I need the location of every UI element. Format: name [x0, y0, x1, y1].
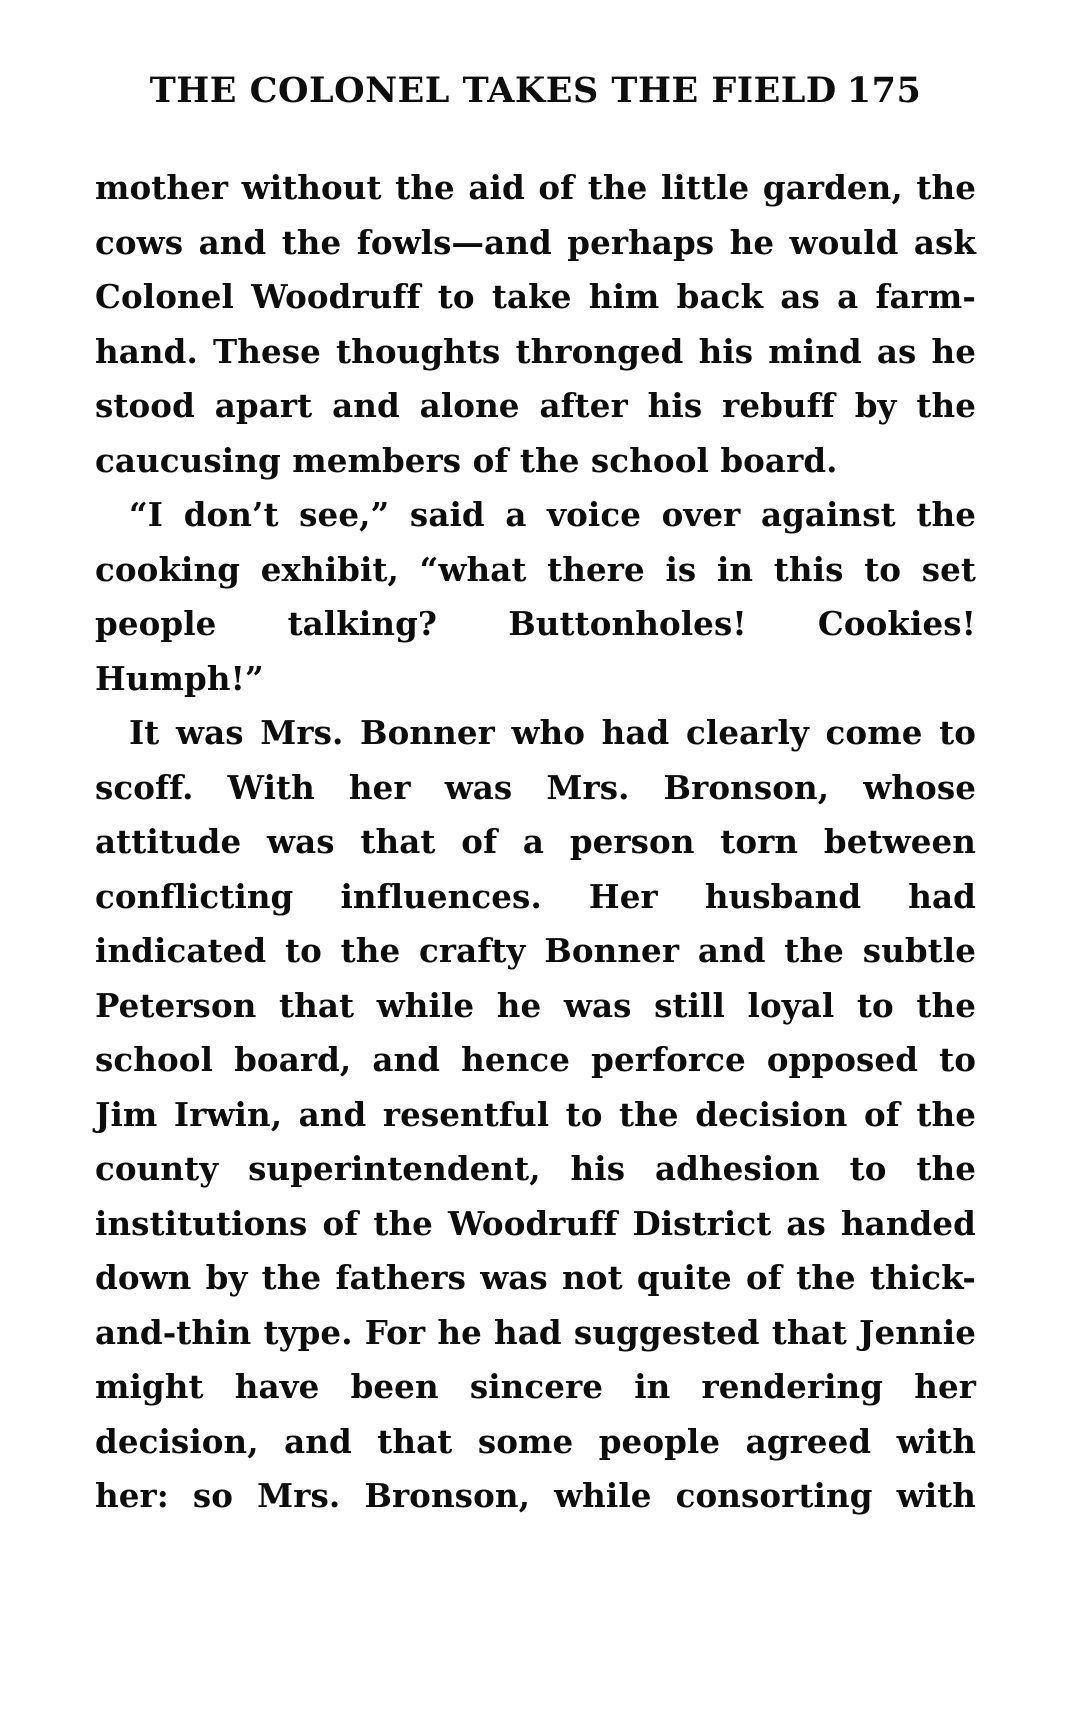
paragraph: mother without the aid of the little garden, the cows and the fowls—and perhaps he would ask Colonel Woodruff to take him back as a farm-hand. These thoughts thronged his mind as he stood apart and alone after his rebuff by the caucusing members of the school board. [95, 168, 976, 480]
running-head [95, 70, 976, 111]
paragraph: “I don’t see,” said a voice over against the cooking exhibit, “what there is in this to set people talking? Buttonholes! Cookies! Humph!” [95, 495, 976, 698]
running-head-title: THE COLONEL TAKES THE FIELD [149, 70, 837, 111]
body-text [95, 161, 976, 1524]
paragraph: It was Mrs. Bonner who had clearly come to scoff. With her was Mrs. Bronson, whose attitude was that of a person torn between conflicting influences. Her husband had indicated to the crafty Bonner and the subtle Peterson that while he was still loyal to the school board, and hence perforce opposed to Jim Irwin, and resentful to the decision of the county superintendent, his adhesion to the institutions of the Woodruff District as handed down by the fathers was not quite of the thick-and-thin type. For he had suggested that Jennie might have been sincere in rendering her decision, and that some people agreed with her: so Mrs. Bronson, while consorting with [95, 713, 976, 1515]
page-number: 175 [846, 70, 922, 111]
